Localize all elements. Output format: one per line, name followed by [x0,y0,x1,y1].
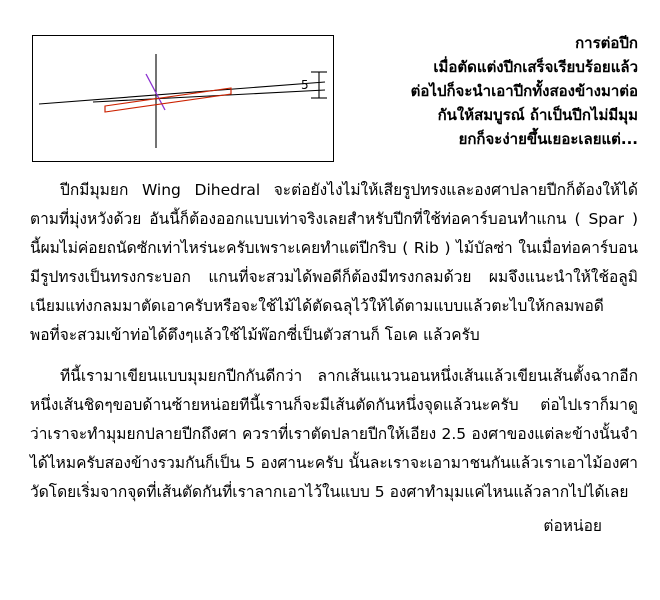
heading-line-1: เมื่อตัดแต่งปีกเสร็จเรียบร้อยแล้ว [433,58,638,76]
paragraph-2: ทีนี้เรามาเขียนแบบมุมยกปีกกันดีกว่า ลากเส้นแนวนอนหนึ่งเส้นแล้วเขียนเส้นตั้งฉากอีกหนึ่งเส้นชิดๆขอบด้านซ้ายหน่อยทีนี้เรานก็จะมีเส้นตัดกันหนึ่งจุดแล้วนะครับ ต่อไปเราก็มาดูว่าเราจะทำมุมยกปลายปีกถึงศา ควราที่เราตัดปลายปีกให้เอียง 2.5 องศาของแต่ละข้างนั้นจำได้ไหมครับสองข้างรวมกันก็เป็น 5 องศานะครับ นั้นละเราจะเอามาชนกันแล้วเราเอาไม้องศาวัดโดยเริ่มจากจุดที่เส้นตัดกันที่เราลากเอาไว้ในแบบ 5 องศาทำมุมแค่ไหนแล้วลากไปได้เลย [30,367,638,501]
paragraph-1: ปีกมีมุมยก Wing Dihedral จะต่อยังไงไม่ให้เสียรูปทรงและองศาปลายปีกก็ต้องให้ได้ตามที่มุ่งหวังด้วย อันนี้ก็ต้องออกแบบเท่าจริงเลยสำหรับปีกที่ใช้ท่อคาร์บอนทำแกน ( Spar ) นี้ผมไม่ค่อยถนัดซักเท่าไหร่นะครับเพราะเคยทำแต่ปีกริบ ( Rib ) ไม้บัลซ่า ในเมื่อท่อคาร์บอนมีรูปทรงเป็นทรงกระบอก แกนที่จะสวมได้พอดีก็ต้องมีทรงกลมด้วย ผมจึงแนะนำให้ใช้อลูมิเนียมแท่งกลมมาตัดเอาครับหรือจะใช้ไม้ได้ตัดฉลุไว้ให้ได้ตามแบบแล้วตะไบให้กลมพอดี พอที่จะสวมเข้าท่อได้ตึงๆแล้วใช้ไม้พ๊อกซี่เป็นตัวสานก็ โอเค แล้วครับ [30,181,638,344]
heading-block [350,30,638,151]
angle-line [93,90,325,102]
signoff-text: ต่อหน่อย [543,517,602,535]
heading-line-4: ยกก็จะง่ายขึ้นเยอะเลยแต่... [458,130,638,148]
angle-value-label: 5 [301,78,309,92]
wing-dihedral-diagram [32,35,334,162]
heading-line-3: กันให้สมบูรณ์ ถ้าเป็นปีกไม่มีมุม [437,106,638,124]
heading-line-2: ต่อไปก็จะนำเอาปีกทั้งสองข้างมาต่อ [410,82,638,100]
diagram-svg [33,36,331,159]
top-section [0,0,660,162]
page-title: การต่อปีก [575,34,638,52]
body-section [0,162,660,539]
